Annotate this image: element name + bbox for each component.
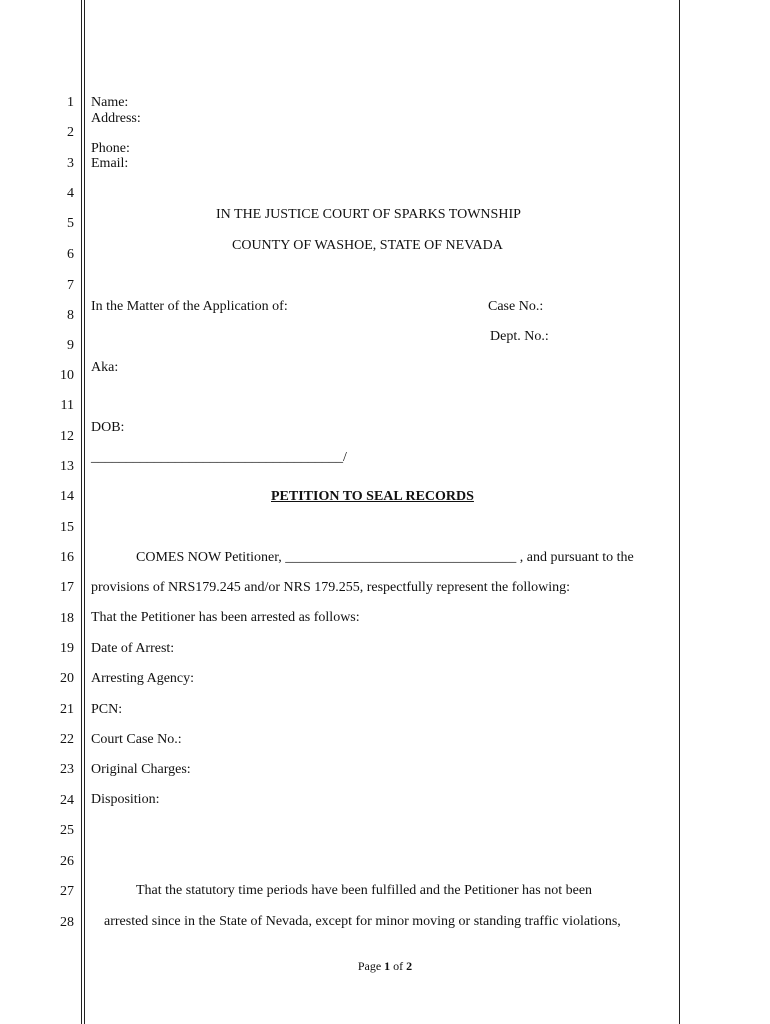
line-number: 2 [67, 125, 74, 140]
left-margin-rule-inner [84, 0, 85, 1024]
line-number: 5 [67, 216, 74, 231]
line-number: 19 [60, 641, 74, 656]
comes-now-continuation: provisions of NRS179.245 and/or NRS 179.255, respectfully represent the following: [91, 580, 571, 595]
line-number: 27 [60, 884, 74, 899]
line-number: 28 [60, 915, 74, 930]
line-number: 26 [60, 854, 74, 869]
disposition-label: Disposition: [91, 792, 160, 807]
line-number: 1 [67, 95, 74, 110]
phone-label: Phone: [91, 141, 130, 156]
email-label: Email: [91, 156, 129, 171]
name-label: Name: [91, 95, 129, 110]
line-number: 13 [60, 459, 74, 474]
court-name: IN THE JUSTICE COURT OF SPARKS TOWNSHIP [216, 207, 521, 222]
page-current: 1 [384, 959, 391, 973]
dob-label: DOB: [91, 420, 125, 435]
matter-label: In the Matter of the Application of: [91, 299, 288, 314]
pcn-label: PCN: [91, 702, 123, 717]
statutory-paragraph: That the statutory time periods have been fulfilled and the Petitioner has not been [136, 883, 593, 898]
right-margin-rule [679, 0, 680, 1024]
line-number: 12 [60, 429, 74, 444]
court-county: COUNTY OF WASHOE, STATE OF NEVADA [232, 238, 503, 253]
date-of-arrest-label: Date of Arrest: [91, 641, 175, 656]
line-number: 4 [67, 186, 74, 201]
left-margin-rule-outer [81, 0, 82, 1024]
arresting-agency-label: Arresting Agency: [91, 671, 195, 686]
page-total: 2 [406, 959, 413, 973]
dept-no-label: Dept. No.: [490, 329, 549, 344]
original-charges-label: Original Charges: [91, 762, 191, 777]
arrested-statement: That the Petitioner has been arrested as follows: [91, 610, 360, 625]
line-number: 21 [60, 702, 74, 717]
page-footer [0, 959, 770, 974]
line-number: 9 [67, 338, 74, 353]
line-number: 15 [60, 520, 74, 535]
statutory-continuation: arrested since in the State of Nevada, except for minor moving or standing traffic violations, [104, 914, 621, 929]
line-number: 6 [67, 247, 74, 262]
line-number: 7 [67, 278, 74, 293]
line-number: 3 [67, 156, 74, 171]
aka-label: Aka: [91, 360, 119, 375]
line-number: 24 [60, 793, 74, 808]
line-number: 23 [60, 762, 74, 777]
line-number: 11 [60, 398, 74, 413]
caption-signature-line: ____________________________________/ [91, 450, 347, 465]
document-title: PETITION TO SEAL RECORDS [271, 489, 474, 504]
page-word: Page [357, 959, 382, 973]
case-no-label: Case No.: [488, 299, 544, 314]
line-number: 8 [67, 308, 74, 323]
line-number: 18 [60, 611, 74, 626]
court-case-no-label: Court Case No.: [91, 732, 182, 747]
line-number: 17 [60, 580, 74, 595]
line-number: 25 [60, 823, 74, 838]
line-number: 10 [60, 368, 74, 383]
line-number: 14 [60, 489, 74, 504]
line-number: 16 [60, 550, 74, 565]
of-word: of [393, 959, 404, 973]
line-number: 22 [60, 732, 74, 747]
line-number: 20 [60, 671, 74, 686]
comes-now-paragraph: COMES NOW Petitioner, _________________________________ , and pursuant to the [136, 550, 634, 565]
address-label: Address: [91, 111, 141, 126]
